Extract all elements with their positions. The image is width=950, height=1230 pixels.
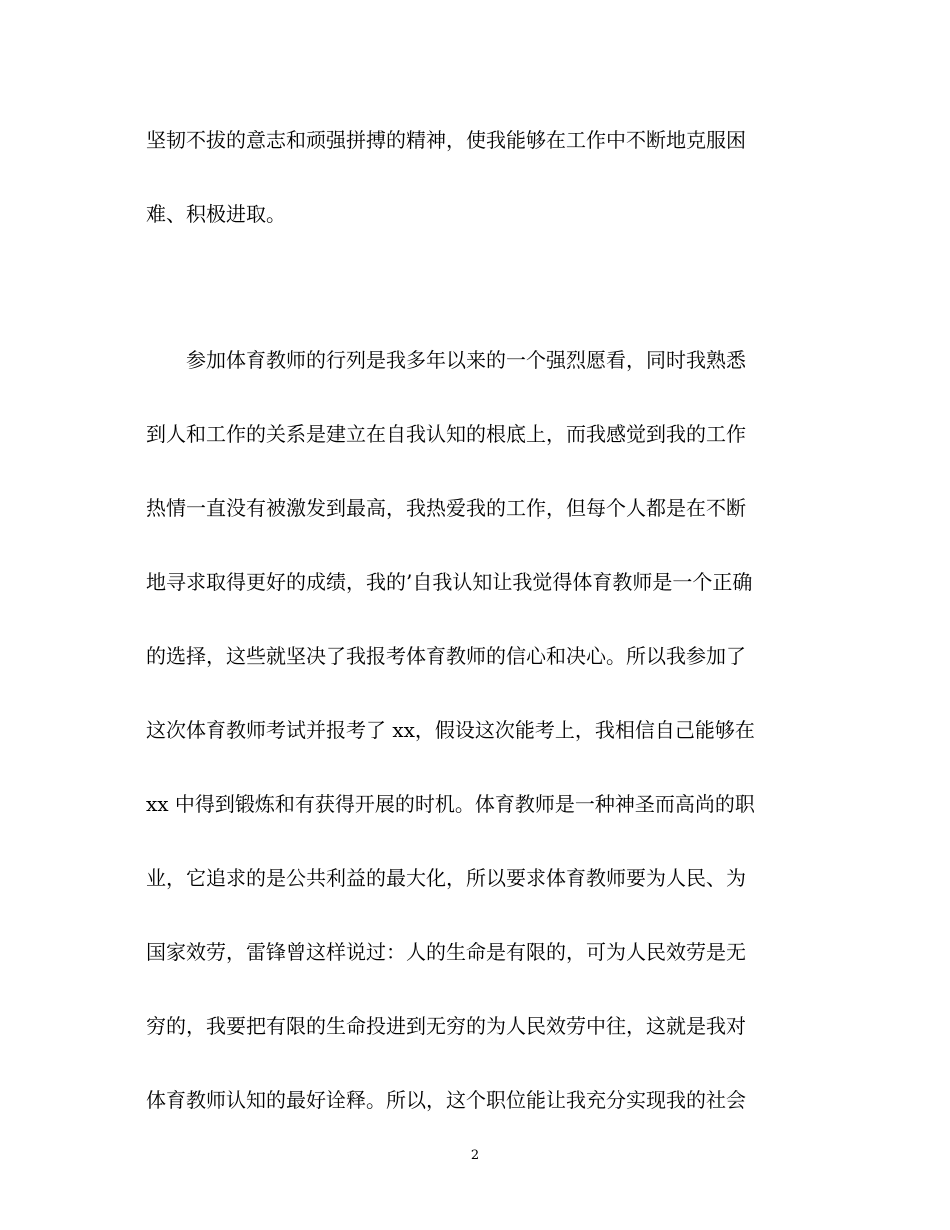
paragraph-line: 热情一直没有被激发到最高，我热爱我的工作，但每个人都是在不断 [146,496,746,520]
paragraph-line: 这次体育教师考试并报考了 xx，假设这次能考上，我相信自己能够在 [146,718,755,742]
paragraph-line: 参加体育教师的行列是我多年以来的一个强烈愿看，同时我熟悉 [186,348,746,372]
paragraph-line: 难、积极进取。 [146,202,286,226]
page-number: 2 [470,1148,480,1163]
paragraph-line: 国家效劳，雷锋曾这样说过：人的生命是有限的，可为人民效劳是无 [146,940,746,964]
paragraph-line: 地寻求取得更好的成绩，我的’自我认知让我觉得体育教师是一个正确 [146,570,753,594]
paragraph-line: 到人和工作的关系是建立在自我认知的根底上，而我感觉到我的工作 [146,422,746,446]
paragraph-line: 坚韧不拔的意志和顽强拼搏的精神，使我能够在工作中不断地克服困 [146,128,746,152]
paragraph-line: 体育教师认知的最好诠释。所以，这个职位能让我充分实现我的社会 [146,1088,746,1112]
paragraph-line: 穷的，我要把有限的生命投进到无穷的为人民效劳中往，这就是我对 [146,1014,746,1038]
paragraph-line: 业，它追求的是公共利益的最大化，所以要求体育教师要为人民、为 [146,866,746,890]
paragraph-line: 的选择，这些就坚决了我报考体育教师的信心和决心。所以我参加了 [146,644,746,668]
paragraph-line: xx 中得到锻炼和有获得开展的时机。体育教师是一种神圣而高尚的职 [146,792,755,816]
